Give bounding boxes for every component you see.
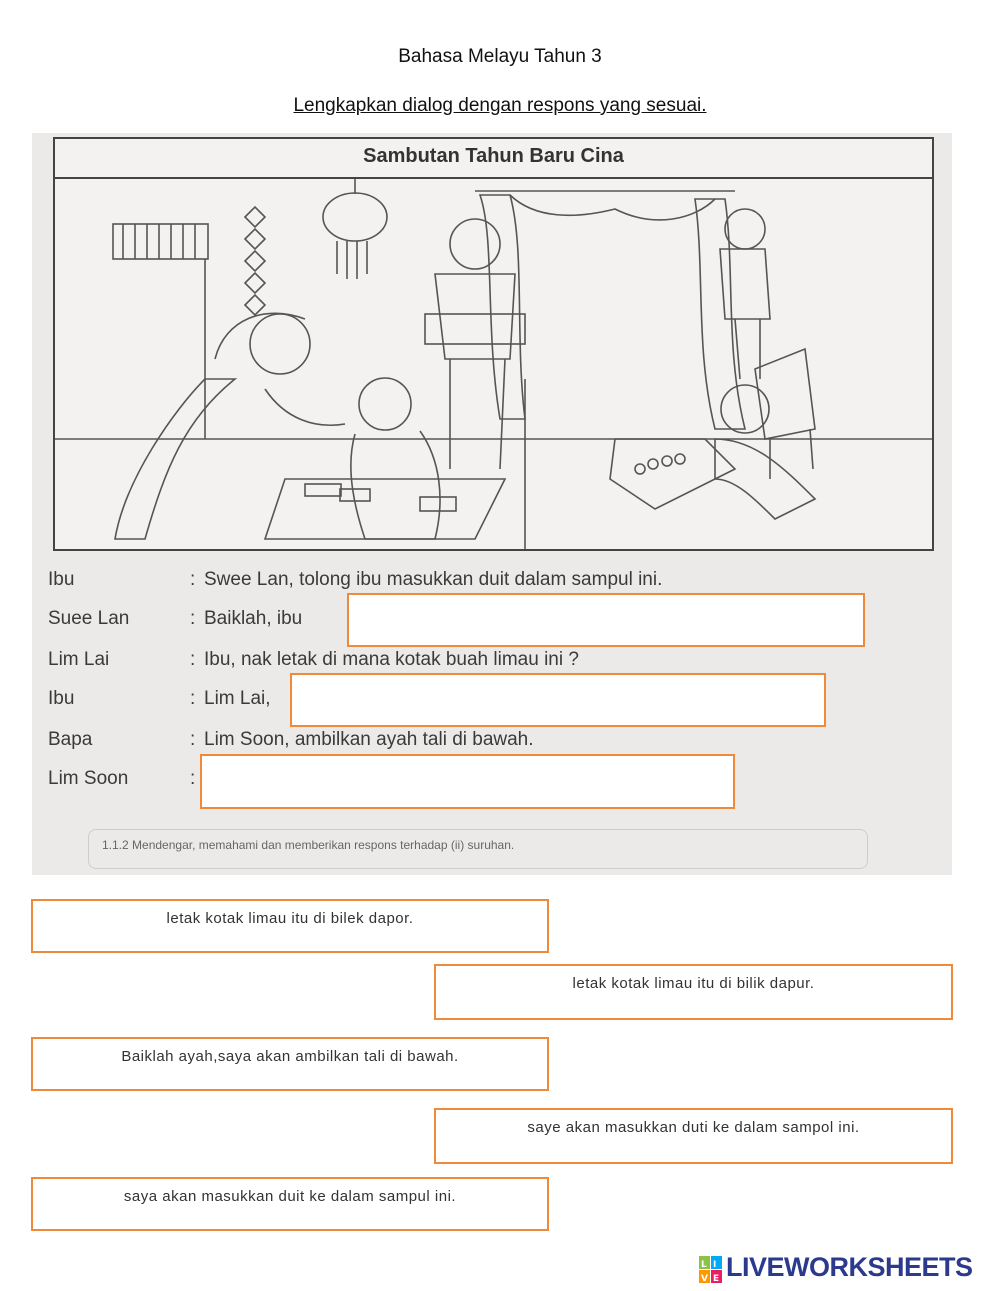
dialog-speaker-lim-soon: Lim Soon — [48, 768, 129, 789]
dialog-speaker-bapa: Bapa — [48, 729, 93, 750]
liveworksheets-logo-icon — [698, 1255, 724, 1285]
illustration-frame — [53, 137, 934, 551]
dialog-line-3: Ibu, nak letak di mana kotak buah limau ini ? — [204, 649, 579, 670]
answer-choice-3[interactable]: Baiklah ayah,saya akan ambilkan tali di bawah. — [31, 1037, 549, 1091]
dialog-speaker-ibu-1: Ibu — [48, 569, 75, 590]
logo-letter-l: L — [701, 1260, 707, 1270]
dialog-line-2: Baiklah, ibu — [204, 608, 303, 629]
logo-letter-e: E — [713, 1274, 720, 1284]
dialog-line-5: Lim Soon, ambilkan ayah tali di bawah. — [204, 729, 534, 750]
answer-choice-1[interactable]: letak kotak limau itu di bilek dapor. — [31, 899, 549, 953]
worksheet-instruction: Lengkapkan dialog dengan respons yang sesuai. — [293, 95, 707, 116]
dialog-speaker-lim-lai: Lim Lai — [48, 649, 110, 670]
dialog-line-4: Lim Lai, — [204, 688, 271, 709]
dialog-speaker-ibu-2: Ibu — [48, 688, 75, 709]
liveworksheets-brand[interactable]: LIVEWORKSHEETS — [726, 1252, 973, 1282]
dialog-line-1: Swee Lan, tolong ibu masukkan duit dalam sampul ini. — [204, 569, 663, 590]
illustration-title: Sambutan Tahun Baru Cina — [363, 145, 624, 167]
answer-choice-5[interactable]: saya akan masukkan duit ke dalam sampul ini. — [31, 1177, 549, 1231]
answer-choice-4[interactable]: saye akan masukkan duti ke dalam sampol ini. — [434, 1108, 953, 1164]
answer-drop-zone-2[interactable] — [290, 673, 826, 727]
logo-letter-i: I — [713, 1260, 717, 1270]
dialog-speaker-suee-lan: Suee Lan — [48, 608, 130, 629]
worksheet-title: Bahasa Melayu Tahun 3 — [398, 46, 602, 67]
answer-drop-zone-3[interactable] — [200, 754, 735, 809]
footnote-text: 1.1.2 Mendengar, memahami dan memberikan respons terhadap (ii) suruhan. — [102, 838, 515, 852]
logo-letter-v: V — [701, 1274, 708, 1284]
answer-drop-zone-1[interactable] — [347, 593, 865, 647]
answer-choice-2[interactable]: letak kotak limau itu di bilik dapur. — [434, 964, 953, 1020]
family-scene-illustration — [55, 179, 932, 549]
